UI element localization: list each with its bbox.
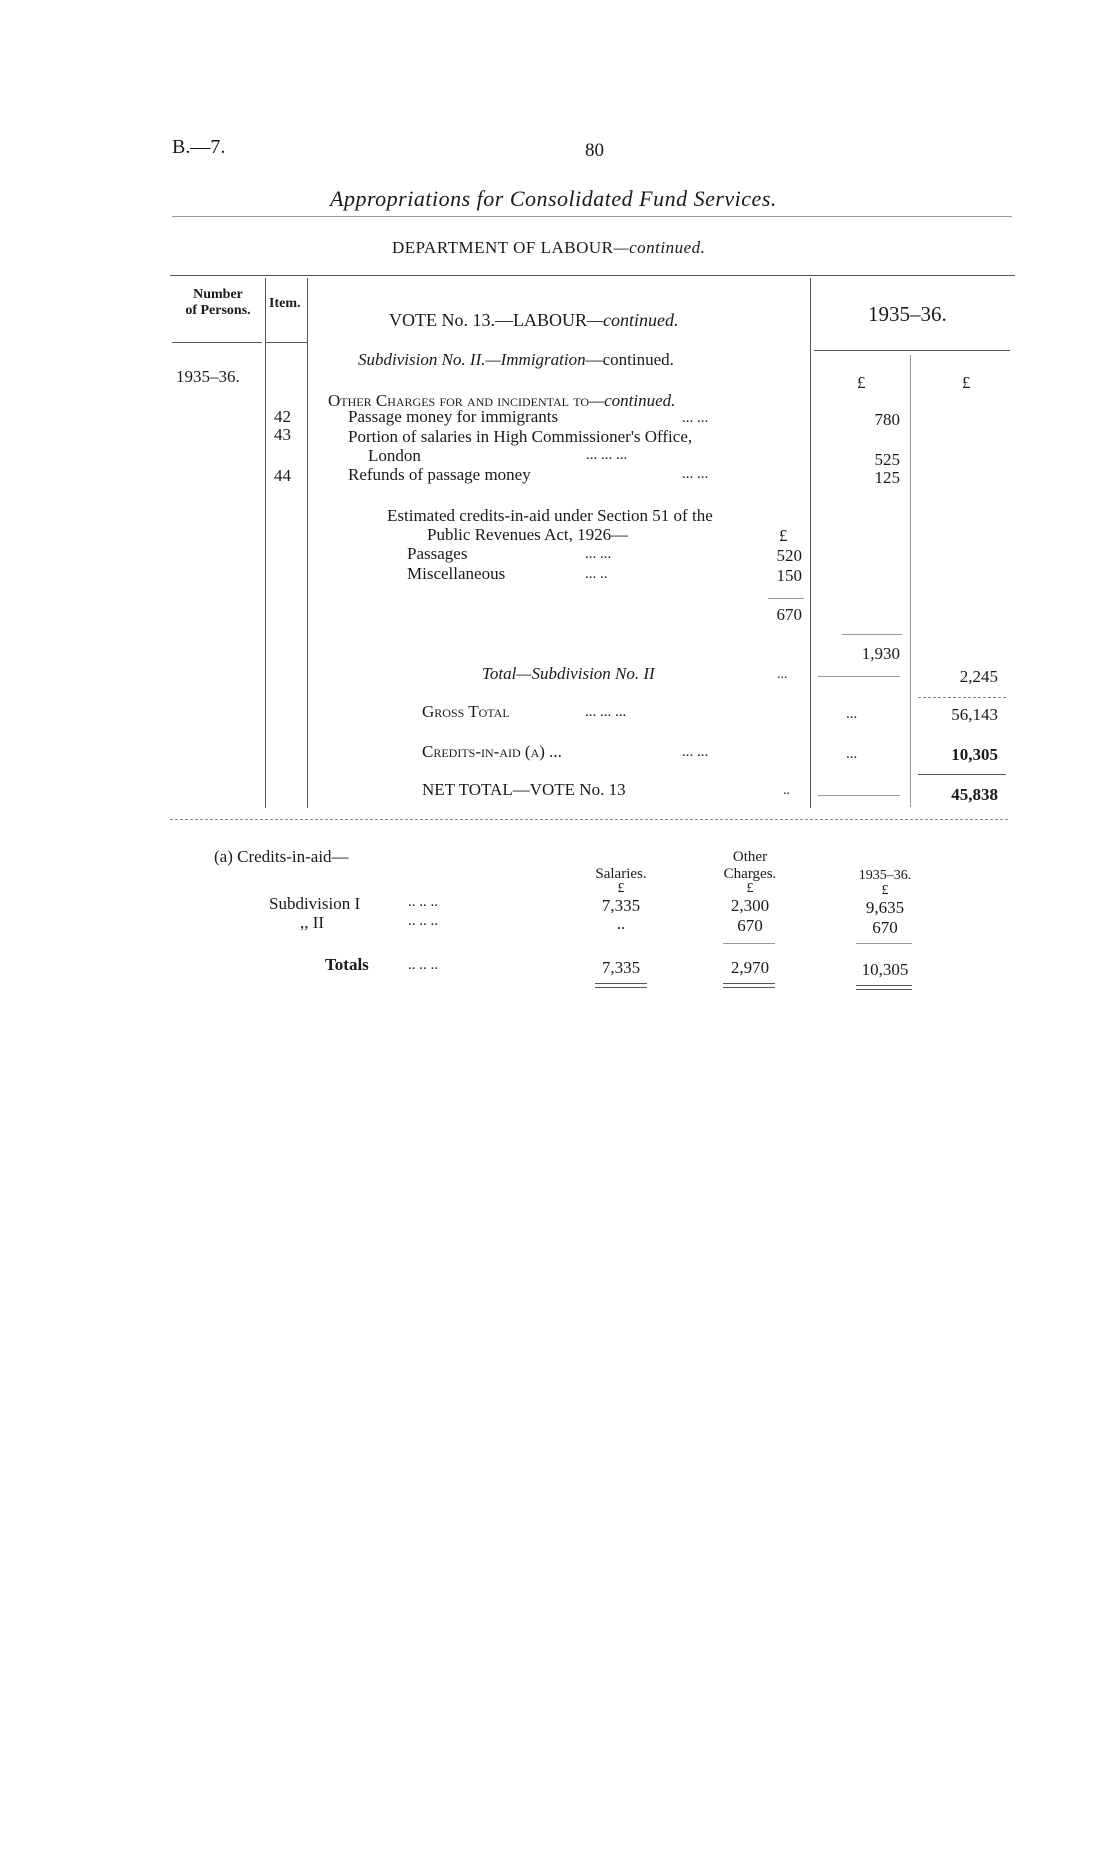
page-number: 80 [585, 140, 604, 161]
net-rule [918, 774, 1006, 775]
column-rule-item [307, 278, 308, 808]
credits-in-aid-col1: ... [846, 746, 858, 762]
item-header-rule [265, 342, 307, 343]
footnote-year-rule [856, 943, 912, 944]
net-total-value: 45,838 [951, 785, 998, 804]
header-item: Item. [269, 296, 301, 311]
credits-total: 670 [776, 605, 802, 624]
footnote-row-year: 9,635 [865, 898, 905, 917]
footnote-totals-year: 10,305 [861, 960, 909, 979]
column-rule-amount [910, 355, 911, 807]
header-vote-label: VOTE No. 13.—LABOUR [389, 310, 587, 330]
subdivision-suffix: —continued. [585, 350, 674, 369]
department-suffix: —continued. [613, 238, 706, 257]
item-dots: ... ... ... [586, 447, 628, 463]
footnote-title: (a) Credits-in-aid— [214, 847, 349, 866]
footnote-row-salaries: .. [616, 914, 626, 933]
credits-passages-label: Passages [407, 544, 468, 563]
table-top-rule [170, 275, 1015, 276]
item-description: Refunds of passage money [348, 465, 531, 484]
other-charges-label: Other Charges for and incidental to [328, 391, 590, 410]
item-number: 43 [274, 425, 291, 444]
total-subdivision-label: Total—Subdivision No. II [482, 664, 655, 683]
footnote-col-salaries: Salaries. [595, 866, 647, 882]
footnote-salaries-double-rule [595, 983, 647, 988]
department-heading [392, 238, 705, 258]
header-number-of-persons-l2: of Persons. [185, 303, 251, 318]
footnote-col-year: 1935–36. [858, 868, 912, 883]
credits-note-pound: £ [779, 526, 788, 545]
year-header-rule [814, 350, 1010, 351]
item-number: 44 [274, 466, 291, 485]
footnote-col-other-l1: Other [732, 849, 768, 865]
credits-in-aid-dots: ... ... [682, 744, 709, 760]
item-description: Passage money for immigrants [348, 407, 559, 426]
credits-passages-dots: ... ... [585, 546, 612, 562]
item-number: 42 [274, 407, 291, 426]
footnote-other-rule [723, 943, 775, 944]
footnote-totals-other: 2,970 [730, 958, 770, 977]
document-reference: B.—7. [172, 136, 226, 158]
footnote-col-other [717, 849, 783, 883]
item-amount: 125 [874, 468, 900, 487]
footnote-other-double-rule [723, 983, 775, 988]
net-total-col1-rule [818, 795, 900, 796]
header-vote-suffix: —continued. [587, 310, 679, 330]
credits-in-aid-value: 10,305 [951, 745, 998, 764]
credits-in-aid-label: Credits-in-aid (a) ... [422, 742, 562, 761]
credits-note-line1: Estimated credits-in-aid under Section 51 of the [387, 506, 713, 525]
footnote-row-label: ,, II [300, 913, 325, 932]
subtotal-rule [842, 634, 902, 635]
page-title: Appropriations for Consolidated Fund Services. [330, 186, 777, 211]
footnote-totals-label: Totals [325, 955, 369, 974]
total-subdivision-value: 2,245 [959, 667, 998, 686]
total-subdivision-dots: ... [777, 667, 788, 682]
net-total-label: NET TOTAL—VOTE No. 13 [422, 780, 626, 799]
credits-misc-dots: ... .. [585, 566, 608, 582]
credits-misc-label: Miscellaneous [407, 564, 506, 583]
persons-header-rule [172, 342, 262, 343]
net-total-dots: .. [783, 783, 790, 798]
item-amount: 780 [874, 410, 900, 429]
footnote-row-dots: .. .. .. [408, 913, 438, 929]
gross-total-label: Gross Total [422, 702, 510, 721]
title-rule [172, 216, 1012, 217]
header-number-of-persons [172, 287, 264, 319]
footnote-totals-dots: .. .. .. [408, 957, 438, 973]
footnote-col-other-l2: Charges. [723, 866, 777, 882]
footnote-pound-salaries: £ [617, 881, 625, 896]
credits-note-line2: Public Revenues Act, 1926— [427, 525, 629, 544]
header-year: 1935–36. [868, 302, 947, 326]
credits-passages-value: 520 [776, 546, 802, 565]
other-charges-suffix: —continued. [589, 391, 676, 410]
subdivision-heading [358, 350, 674, 370]
footnote-year-double-rule [856, 985, 912, 990]
column-rule-description [810, 278, 811, 808]
persons-year: 1935–36. [176, 367, 240, 386]
item-description-continued: London [368, 446, 421, 465]
item-dots: ... ... [682, 410, 709, 426]
credits-misc-value: 150 [776, 566, 802, 585]
subtotal-col1: 1,930 [861, 644, 900, 663]
item-dots: ... ... [682, 466, 709, 482]
gross-total-col1: ... [846, 706, 858, 722]
footnote-row-year: 670 [872, 918, 898, 937]
subdivision-title: Subdivision No. II.—Immigration [358, 350, 586, 369]
pound-column-2: £ [962, 373, 971, 392]
footnote-row-other: 2,300 [730, 896, 770, 915]
header-number-of-persons-l1: Number [193, 287, 243, 302]
footnote-row-salaries: 7,335 [601, 896, 641, 915]
footnote-row-other: 670 [737, 916, 763, 935]
footnote-row-label: Subdivision I [269, 894, 361, 913]
gross-total-dots: ... ... ... [585, 704, 627, 720]
footnote-totals-salaries: 7,335 [601, 958, 641, 977]
footnote-pound-year: £ [881, 883, 889, 898]
gross-total-value: 56,143 [951, 705, 998, 724]
gross-rule [918, 697, 1006, 698]
credits-subtotal-rule [768, 598, 804, 599]
item-description: Portion of salaries in High Commissioner's Office, [348, 427, 693, 446]
header-vote [389, 310, 679, 331]
item-amount: 525 [874, 450, 900, 469]
table-bottom-rule [170, 819, 1008, 820]
footnote-row-dots: .. .. .. [408, 894, 438, 910]
department-name: DEPARTMENT OF LABOUR [392, 238, 614, 257]
total-subdivision-rule [818, 676, 900, 677]
pound-column-1: £ [857, 373, 866, 392]
column-rule-persons [265, 278, 266, 808]
footnote-pound-other: £ [746, 881, 754, 896]
